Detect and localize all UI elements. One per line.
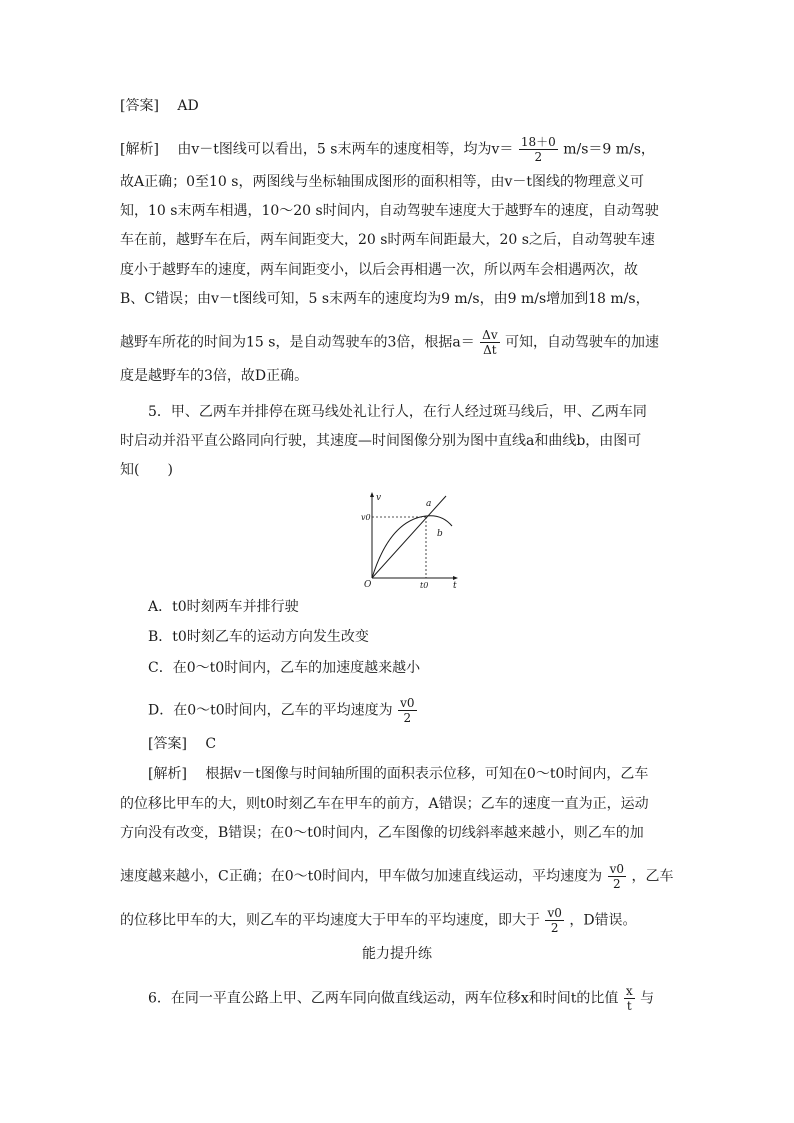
- answer-1: [120, 96, 680, 116]
- fraction-numerator: Δv: [482, 328, 498, 342]
- text-span: D．在0～t0时间内，乙车的平均速度为: [148, 702, 393, 719]
- text-span: 由v－t图线可以看出，5 s末两车的速度相等，均为v＝: [177, 141, 514, 158]
- fraction: [519, 135, 558, 164]
- question-5-line-1: 5．甲、乙两车并排停在斑马线处礼让行人，在行人经过斑马线后，甲、乙两车同: [148, 404, 647, 420]
- t0-label: t0: [420, 581, 429, 590]
- analysis-1-line-6: B、C错误；由v－t图线可知，5 s末两车的速度均为9 m/s，由9 m/s增加到18 m/s，: [120, 291, 650, 307]
- fraction-denominator: Δt: [483, 343, 497, 357]
- fraction-denominator: t: [626, 999, 632, 1013]
- fraction-denominator: 2: [534, 150, 543, 164]
- analysis-label: [解析]: [148, 766, 187, 782]
- velocity-time-graph: [360, 490, 460, 590]
- fraction-numerator: v0: [400, 696, 415, 710]
- text-span: ，D错误。: [569, 912, 637, 929]
- text-span: 的位移比甲车的大，则乙车的平均速度大于甲车的平均速度，即大于: [120, 912, 540, 929]
- question-5-line-2: 时启动并沿平直公路同向行驶，其速度—时间图像分别为图中直线a和曲线b，由图可: [120, 433, 642, 449]
- v-axis-label: v: [376, 493, 382, 503]
- option-b: B．t0时刻乙车的运动方向发生改变: [148, 629, 369, 645]
- fraction-numerator: v0: [609, 862, 625, 876]
- question-5-line-3: 知( ): [120, 462, 173, 478]
- fraction-numerator: v0: [547, 906, 562, 920]
- line-a: [372, 496, 446, 578]
- v0-label: v0: [361, 513, 371, 522]
- fraction-denominator: 2: [613, 877, 621, 891]
- fraction-denominator: 2: [403, 711, 412, 725]
- t-axis-arrow: [453, 576, 458, 580]
- analysis-1-line-2: 故A正确；0至10 s，两图线与坐标轴围成图形的面积相等，由v－t图线的物理意义可: [120, 174, 644, 190]
- analysis-2-line-4: [120, 862, 680, 891]
- v-axis-arrow: [370, 492, 374, 497]
- fraction: [624, 984, 635, 1013]
- answer-2: [148, 734, 680, 754]
- text-span: 与: [640, 990, 655, 1007]
- fraction: [398, 696, 416, 725]
- text-span: 速度越来越小，C正确；在0～t0时间内，甲车做匀加速直线运动，平均速度为: [120, 868, 603, 885]
- analysis-1-line-5: 度小于越野车的速度，两车间距变小，以后会再相遇一次，所以两车会相遇两次，故: [120, 262, 638, 278]
- analysis-2-line-3: 方向没有改变，B错误；在0～t0时间内，乙车图像的切线斜率越来越小，则乙车的加: [120, 825, 644, 841]
- text-span: 可知，自动驾驶车的加速: [505, 334, 660, 351]
- text-span: m/s＝9 m/s，: [563, 141, 655, 158]
- analysis-1-line-7: [120, 328, 680, 357]
- analysis-2-line-2: 的位移比甲车的大，则t0时刻乙车在甲车的前方，A错误；乙车的速度一直为正，运动: [120, 796, 649, 812]
- text-span: 越野车所花的时间为15 s，是自动驾驶车的3倍，根据a＝: [120, 334, 475, 351]
- answer-label: [答案]: [120, 98, 159, 114]
- option-a: A．t0时刻两车并排行驶: [148, 599, 299, 615]
- analysis-1-line-3: 知，10 s末两车相遇，10～20 s时间内，自动驾驶车速度大于越野车的速度，自动驾驶: [120, 203, 659, 219]
- b-label: b: [437, 529, 443, 539]
- fraction: [480, 328, 499, 357]
- fraction-numerator: x: [625, 984, 633, 998]
- answer-value: AD: [177, 98, 199, 114]
- analysis-1-line-8: 度是越野车的3倍，故D正确。: [120, 368, 309, 384]
- question-6-line-1: [148, 984, 680, 1013]
- text-span: ，乙车: [631, 868, 674, 885]
- answer-label: [答案]: [148, 736, 187, 752]
- origin-label: O: [364, 580, 372, 590]
- analysis-2-line-5: [120, 906, 680, 935]
- fraction: [545, 906, 563, 935]
- analysis-2-line-1: [148, 764, 680, 784]
- option-d: [148, 696, 680, 725]
- analysis-1-line-1: [120, 135, 680, 164]
- text-span: 根据v－t图像与时间轴所围的面积表示位移，可知在0～t0时间内，乙车: [205, 766, 649, 782]
- curve-b: [372, 516, 452, 578]
- option-c: C．在0～t0时间内，乙车的加速度越来越小: [148, 660, 421, 676]
- analysis-label: [解析]: [120, 141, 159, 158]
- fraction-denominator: 2: [550, 921, 559, 935]
- a-label: a: [426, 499, 432, 509]
- fraction-numerator: 18＋0: [520, 135, 556, 149]
- answer-value: C: [205, 736, 217, 752]
- text-span: 6．在同一平直公路上甲、乙两车同向做直线运动，两车位移x和时间t的比值: [148, 990, 619, 1007]
- analysis-1-line-4: 车在前，越野车在后，两车间距变大，20 s时两车间距最大，20 s之后，自动驾驶车速: [120, 232, 655, 248]
- t-axis-label: t: [453, 581, 457, 590]
- section-heading: 能力提升练: [362, 946, 432, 962]
- fraction: [608, 862, 626, 891]
